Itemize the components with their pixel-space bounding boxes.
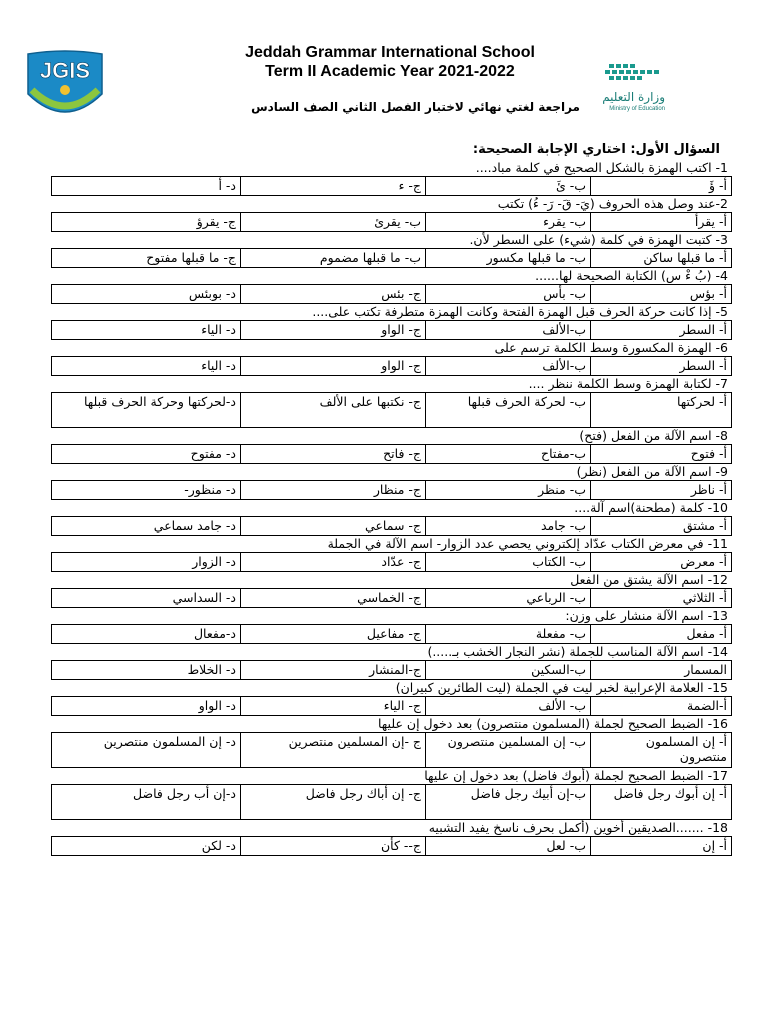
answer-option[interactable]: د- الياء [52,321,241,340]
options-row [52,445,732,464]
answer-option[interactable]: د- الزوار [52,553,241,572]
question [88,304,732,340]
answer-option[interactable]: ج- ء [241,177,426,196]
answer-option[interactable]: ج- مفاعيل [241,625,426,644]
answer-option[interactable]: د- مفتوح [52,445,241,464]
answer-option[interactable]: ب- ما قبلها مكسور [426,249,591,268]
answer-option[interactable]: أ- معرض [591,553,732,572]
question-text: 4- (بُ ءْ س) الكتابة الصحيحة لها...... [535,268,728,283]
answer-option[interactable]: أ- يقرأ [591,213,732,232]
answer-option[interactable]: ب- يقرء [426,213,591,232]
question [88,160,732,196]
answer-option[interactable]: أ-الضمة [591,697,732,716]
question-text: 8- اسم الآلة من الفعل (فتح) [579,428,728,443]
answer-option[interactable]: د- جامد سماعي [52,517,241,536]
options-row [52,517,732,536]
answer-option[interactable]: ج-المنشار [241,661,426,680]
answer-option[interactable]: د- أ [52,177,241,196]
options-table [51,176,732,196]
question [88,232,732,268]
options-row [52,177,732,196]
options-row [52,733,732,768]
answer-option[interactable]: د- السداسي [52,589,241,608]
answer-option[interactable]: ج- سماعي [241,517,426,536]
answer-option[interactable]: ب-مفتاح [426,445,591,464]
answer-option[interactable]: ب-الألف [426,321,591,340]
question [88,428,732,464]
options-table [51,392,732,428]
options-table [51,784,732,820]
answer-option[interactable]: أ- السطر [591,321,732,340]
options-row [52,553,732,572]
options-table [51,660,732,680]
answer-option[interactable]: ج- ما قبلها مفتوح [52,249,241,268]
answer-option[interactable]: أ- مفعل [591,625,732,644]
options-table [51,212,732,232]
ministry-logo [565,58,685,114]
answer-option[interactable]: د- الواو [52,697,241,716]
term-line: Term II Academic Year 2021-2022 [265,63,515,80]
question-text: 11- في معرض الكتاب عدّاد إلكتروني يحصي عدد الزوار- اسم الآلة في الجملة [327,536,728,551]
ministry-name-en: Ministry of Education [609,106,665,112]
question-text: 16- الضبط الصحيح لجملة (المسلمون منتصرون) بعد دخول إن عليها [377,716,728,731]
options-table [51,248,732,268]
options-row [52,393,732,428]
question-text: 9- اسم الآلة من الفعل (نظر) [576,464,728,479]
answer-option[interactable]: أ- الثلاثي [591,589,732,608]
question-text: 6- الهمزة المكسورة وسط الكلمة ترسم على [494,340,728,355]
answer-option[interactable]: أ- ما قبلها ساكن [591,249,732,268]
question-text: 2-عند وصل هذه الحروف (يَ- قَ- رَ- ءُ) تكتب [497,196,728,211]
answer-option[interactable]: ب- لعل [426,837,591,856]
options-table [51,320,732,340]
question [88,644,732,680]
answer-option[interactable]: أ- ؤَ [591,177,732,196]
answer-option[interactable]: أ- بؤس [591,285,732,304]
answer-option[interactable]: أ- السطر [591,357,732,376]
answer-option[interactable]: ج- الياء [241,697,426,716]
options-table [51,624,732,644]
question [83,376,732,428]
question-text: 7- لكتابة الهمزة وسط الكلمة ننظر .... [528,376,728,391]
answer-option[interactable]: ب-السكين [426,661,591,680]
question [88,500,732,536]
options-row [52,589,732,608]
options-table [51,284,732,304]
question [88,680,732,716]
answer-option[interactable]: أ- لحركتها [591,393,732,428]
answer-option[interactable]: ب- بأس [426,285,591,304]
answer-option[interactable]: ج- يقرؤ [52,213,241,232]
answer-option[interactable]: ج- عدّاد [241,553,426,572]
school-logo [18,50,112,126]
question-text: 14- اسم الآلة المناسب للجملة (نشر النجار الخشب بـ.....) [427,644,728,659]
answer-option[interactable]: ج- فاتح [241,445,426,464]
question-text: 13- اسم الآلة منشار على وزن: [565,608,728,623]
answer-option[interactable]: ب-الألف [426,357,591,376]
question [88,608,732,644]
answer-option[interactable]: ج- الواو [241,357,426,376]
options-row [52,249,732,268]
question-text: 12- اسم الآلة يشتق من الفعل [570,572,728,587]
answer-option[interactable]: أ- إن أبوك رجل فاضل [591,785,732,820]
options-table [51,444,732,464]
answer-option[interactable]: ب- الرباعي [426,589,591,608]
question [88,716,732,768]
options-table [51,552,732,572]
options-row [52,697,732,716]
ministry-dots-icon [565,58,685,88]
options-row [52,661,732,680]
question [88,196,732,232]
options-table [51,356,732,376]
answer-option[interactable]: ج- الخماسي [241,589,426,608]
question [88,768,732,820]
school-name: Jeddah Grammar International School [245,44,535,61]
options-table [51,588,732,608]
quiz [83,160,732,856]
question [88,464,732,500]
answer-option[interactable]: ب- ئَ [426,177,591,196]
answer-option[interactable]: أ- فتوح [591,445,732,464]
answer-option[interactable]: أ- إن المسلمون منتصرون [591,733,732,768]
options-row [52,625,732,644]
options-row [52,321,732,340]
answer-option[interactable]: ب-إن أبيك رجل فاضل [426,785,591,820]
school-logo-text: JGIS [39,58,91,83]
answer-option[interactable]: ج-- كأن [241,837,426,856]
question-text: 17- الضبط الصحيح لجملة (أبوك فاضل) بعد دخول إن عليها [424,768,728,783]
question [88,820,732,856]
question-text: 18- .......الصديقين أخوين (أكمل بحرف ناسخ يفيد التشبيه [428,820,728,835]
answer-option[interactable]: د-مفعال [52,625,241,644]
answer-option[interactable]: ب- إن المسلمين منتصرون [426,733,591,768]
question-text: 10- كلمة (مطحنة)اسم آلة.... [574,500,728,515]
question [88,340,732,376]
answer-option[interactable]: أ- إن [591,837,732,856]
question [88,268,732,304]
answer-option[interactable]: ب- جامد [426,517,591,536]
answer-option[interactable]: ب- الألف [426,697,591,716]
answer-option[interactable]: د- بوبئس [52,285,241,304]
question-text: 3- كتبت الهمزة في كلمة (شيء) على السطر لأن. [469,232,728,247]
answer-option[interactable]: د- إن المسلمون منتصرين [52,733,241,768]
options-row [52,837,732,856]
answer-option[interactable]: د- لكن [52,837,241,856]
answer-option[interactable]: المسمار [591,661,732,680]
answer-option[interactable]: د- الياء [52,357,241,376]
options-row [52,785,732,820]
section-title: السؤال الأول: اختاري الإجابة الصحيحة: [472,142,720,157]
question [88,572,732,608]
answer-option[interactable]: ج- الواو [241,321,426,340]
answer-option[interactable]: ب- ما قبلها مضموم [241,249,426,268]
options-row [52,357,732,376]
answer-option[interactable]: ب- منظر [426,481,591,500]
question [88,536,732,572]
answer-option[interactable]: ب- يقرئ [241,213,426,232]
answer-option[interactable]: ب- مفعلة [426,625,591,644]
options-table [51,696,732,716]
answer-option[interactable]: أ- مشتق [591,517,732,536]
answer-option[interactable]: ج- نكتبها على الألف [241,393,426,428]
answer-option[interactable]: د-لحركتها وحركة الحرف قبلها [52,393,241,428]
options-table [51,732,732,768]
question-text: 1- اكتب الهمزة بالشكل الصحيح في كلمة مباد.... [475,160,728,175]
answer-option[interactable]: أ- ناظر [591,481,732,500]
answer-option[interactable]: د- منظور- [52,481,241,500]
answer-option[interactable]: ج- منظار [241,481,426,500]
answer-option[interactable]: ب- لحركة الحرف قبلها [426,393,591,428]
options-table [51,836,732,856]
options-row [52,481,732,500]
answer-option[interactable]: ج- بئس [241,285,426,304]
options-row [52,285,732,304]
review-title: مراجعة لغتي نهائي لاختبار الفصل الثاني الصف السادس [251,100,580,114]
answer-option[interactable]: د- الخلاط [52,661,241,680]
answer-option[interactable]: د-إن أب رجل فاضل [52,785,241,820]
question-text: 5- إذا كانت حركة الحرف قبل الهمزة الفتحة وكانت الهمزة متطرفة تكتب على.... [312,304,728,319]
options-table [51,516,732,536]
options-table [51,480,732,500]
question-text: 15- العلامة الإعرابية لخبر ليت في الجملة (ليت الطائرين كبيران) [395,680,728,695]
answer-option[interactable]: ج- إن أباك رجل فاضل [241,785,426,820]
answer-option[interactable]: ب- الكتاب [426,553,591,572]
ministry-name-ar: وزارة التعليم [602,90,665,104]
options-row [52,213,732,232]
answer-option[interactable]: ج -إن المسلمين منتصرين [241,733,426,768]
